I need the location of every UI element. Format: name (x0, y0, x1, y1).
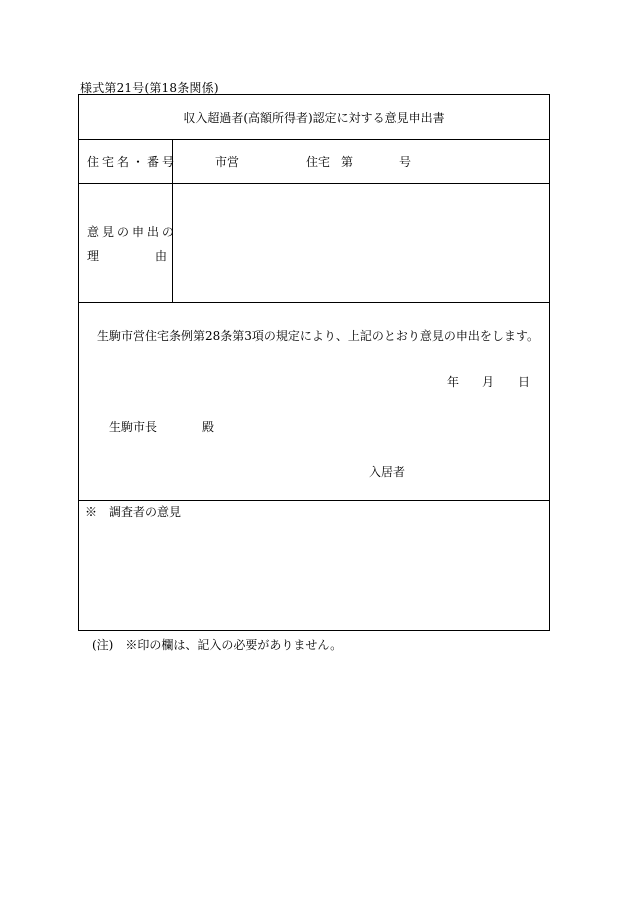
form-table (78, 94, 550, 631)
form-number-label: 様式第21号(第18条関係) (80, 81, 219, 95)
resident-label: 入居者 (369, 465, 406, 479)
day-label: 日 (518, 375, 531, 389)
number-prefix: 第 (341, 155, 354, 169)
investigator-label: ※ 調査者の意見 (85, 505, 182, 519)
city-housing-text: 市営 (215, 155, 240, 169)
mayor-label: 生駒市長 (109, 420, 158, 434)
number-suffix: 号 (399, 155, 412, 169)
housing-label: 住宅名・番号 (87, 155, 178, 169)
reason-label-yu: 由 (155, 249, 168, 263)
housing-word: 住宅 (306, 155, 331, 169)
reason-input-area[interactable] (173, 184, 549, 301)
reason-label-ri: 理 (87, 249, 100, 263)
honorific-label: 殿 (202, 420, 215, 434)
divider-title (79, 139, 549, 140)
divider-declaration (79, 500, 549, 501)
form-title: 収入超過者(高額所得者)認定に対する意見申出書 (183, 111, 445, 125)
year-label: 年 (447, 375, 460, 389)
divider-reason (79, 302, 549, 303)
reason-label-line1: 意見の申出の (87, 225, 178, 239)
declaration-statement: 生駒市営住宅条例第28条第3項の規定により、上記のとおり意見の申出をします。 (97, 329, 539, 343)
footnote: (注) ※印の欄は、記入の必要がありません。 (92, 638, 343, 652)
month-label: 月 (482, 375, 495, 389)
investigator-input-area[interactable] (79, 521, 549, 630)
